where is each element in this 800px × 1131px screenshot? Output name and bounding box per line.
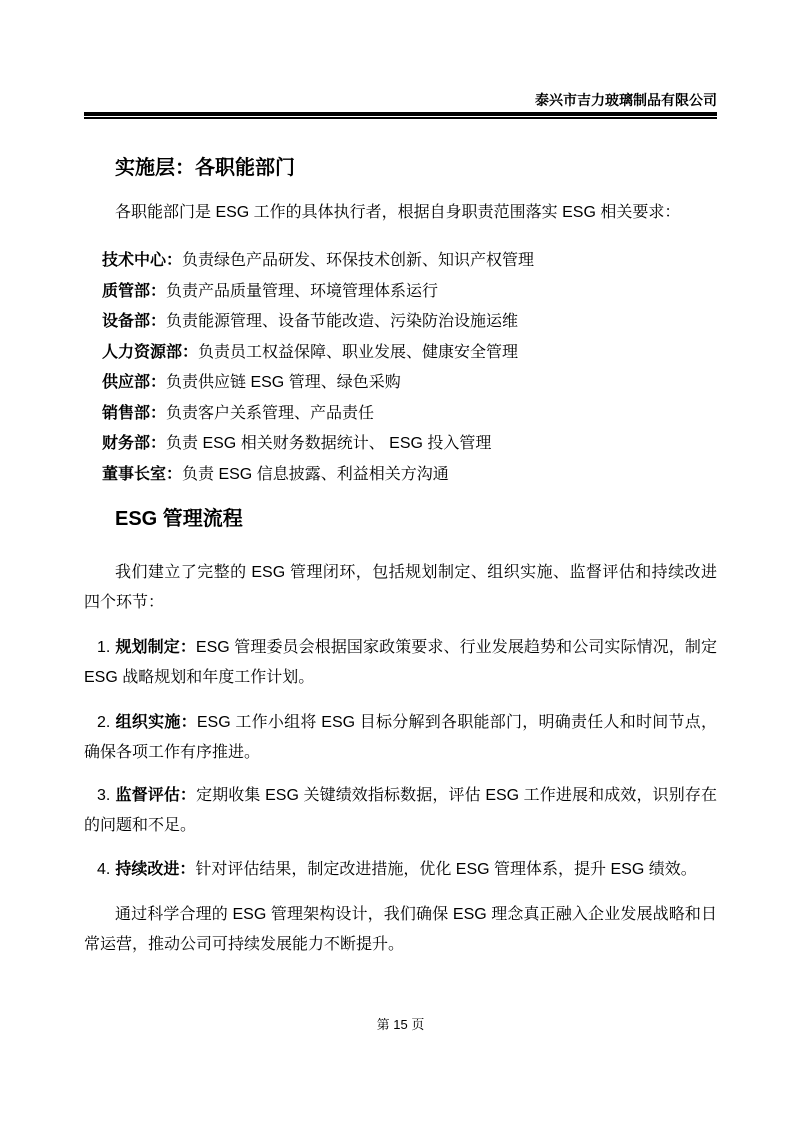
department-item <box>84 429 717 460</box>
department-item <box>84 307 717 338</box>
step-name: 持续改进： <box>115 861 196 878</box>
step-name: 规划制定： <box>115 639 196 656</box>
department-name: 销售部： <box>102 404 167 422</box>
esg-step-2 <box>84 708 717 768</box>
header-rule-thin-line <box>84 117 717 119</box>
step-number: 2. <box>97 714 111 731</box>
section2-title: ESG 管理流程 <box>115 508 243 530</box>
department-item <box>84 368 717 399</box>
esg-step-1 <box>84 633 717 693</box>
header-company-name: 泰兴市吉力玻璃制品有限公司 <box>535 92 717 108</box>
department-duty: 负责 ESG 信息披露、利益相关方沟通 <box>182 465 449 483</box>
section2-intro: 我们建立了完整的 ESG 管理闭环，包括规划制定、组织实施、监督评估和持续改进四个环节： <box>84 564 717 611</box>
esg-step-3 <box>84 781 717 841</box>
department-name: 财务部： <box>102 435 167 452</box>
department-item <box>84 399 717 430</box>
department-duty: 负责客户关系管理、产品责任 <box>166 404 375 422</box>
step-description: ESG 工作小组将 ESG 目标分解到各职能部门，明确责任人和时间节点，确保各项工作有序推进。 <box>84 714 717 761</box>
department-name: 设备部： <box>102 313 167 330</box>
step-name: 组织实施： <box>115 714 197 731</box>
department-name: 质管部： <box>102 282 167 300</box>
section1-title: 实施层：各职能部门 <box>115 157 295 179</box>
department-name: 技术中心： <box>102 252 183 269</box>
esg-step-4 <box>84 855 717 885</box>
step-name: 监督评估： <box>115 787 197 804</box>
department-item <box>84 460 717 491</box>
department-name: 人力资源部： <box>102 343 199 361</box>
step-number: 1. <box>97 639 111 656</box>
department-item <box>84 338 717 369</box>
page-footer <box>84 1016 717 1034</box>
department-duty: 负责 ESG 相关财务数据统计、 ESG 投入管理 <box>166 435 492 452</box>
page-number: 第 15 页 <box>376 1017 425 1032</box>
department-duty: 负责产品质量管理、环境管理体系运行 <box>166 282 439 300</box>
department-name: 供应部： <box>102 374 167 391</box>
closing-paragraph: 通过科学合理的 ESG 管理架构设计，我们确保 ESG 理念真正融入企业发展战略和日常运营，推动公司可持续发展能力不断提升。 <box>84 906 717 953</box>
step-description: 定期收集 ESG 关键绩效指标数据，评估 ESG 工作进展和成效，识别存在的问题和不足。 <box>84 787 717 834</box>
step-number: 4. <box>97 861 111 878</box>
department-list <box>84 246 717 490</box>
header-rule <box>84 112 717 119</box>
department-duty: 负责供应链 ESG 管理、绿色采购 <box>166 374 401 391</box>
department-duty: 负责绿色产品研发、环保技术创新、知识产权管理 <box>182 252 535 269</box>
department-item <box>84 277 717 308</box>
department-item <box>84 246 717 277</box>
department-duty: 负责能源管理、设备节能改造、污染防治设施运维 <box>166 313 519 330</box>
step-description: 针对评估结果，制定改进措施，优化 ESG 管理体系，提升 ESG 绩效。 <box>195 861 697 878</box>
step-description: ESG 管理委员会根据国家政策要求、行业发展趋势和公司实际情况，制定 ESG 战略规划和年度工作计划。 <box>84 639 717 686</box>
section1-intro: 各职能部门是 ESG 工作的具体执行者，根据自身职责范围落实 ESG 相关要求： <box>115 204 681 221</box>
header-rule-thick-line <box>84 112 717 116</box>
step-number: 3. <box>97 787 111 804</box>
department-name: 董事长室： <box>102 465 183 483</box>
department-duty: 负责员工权益保障、职业发展、健康安全管理 <box>198 343 519 361</box>
